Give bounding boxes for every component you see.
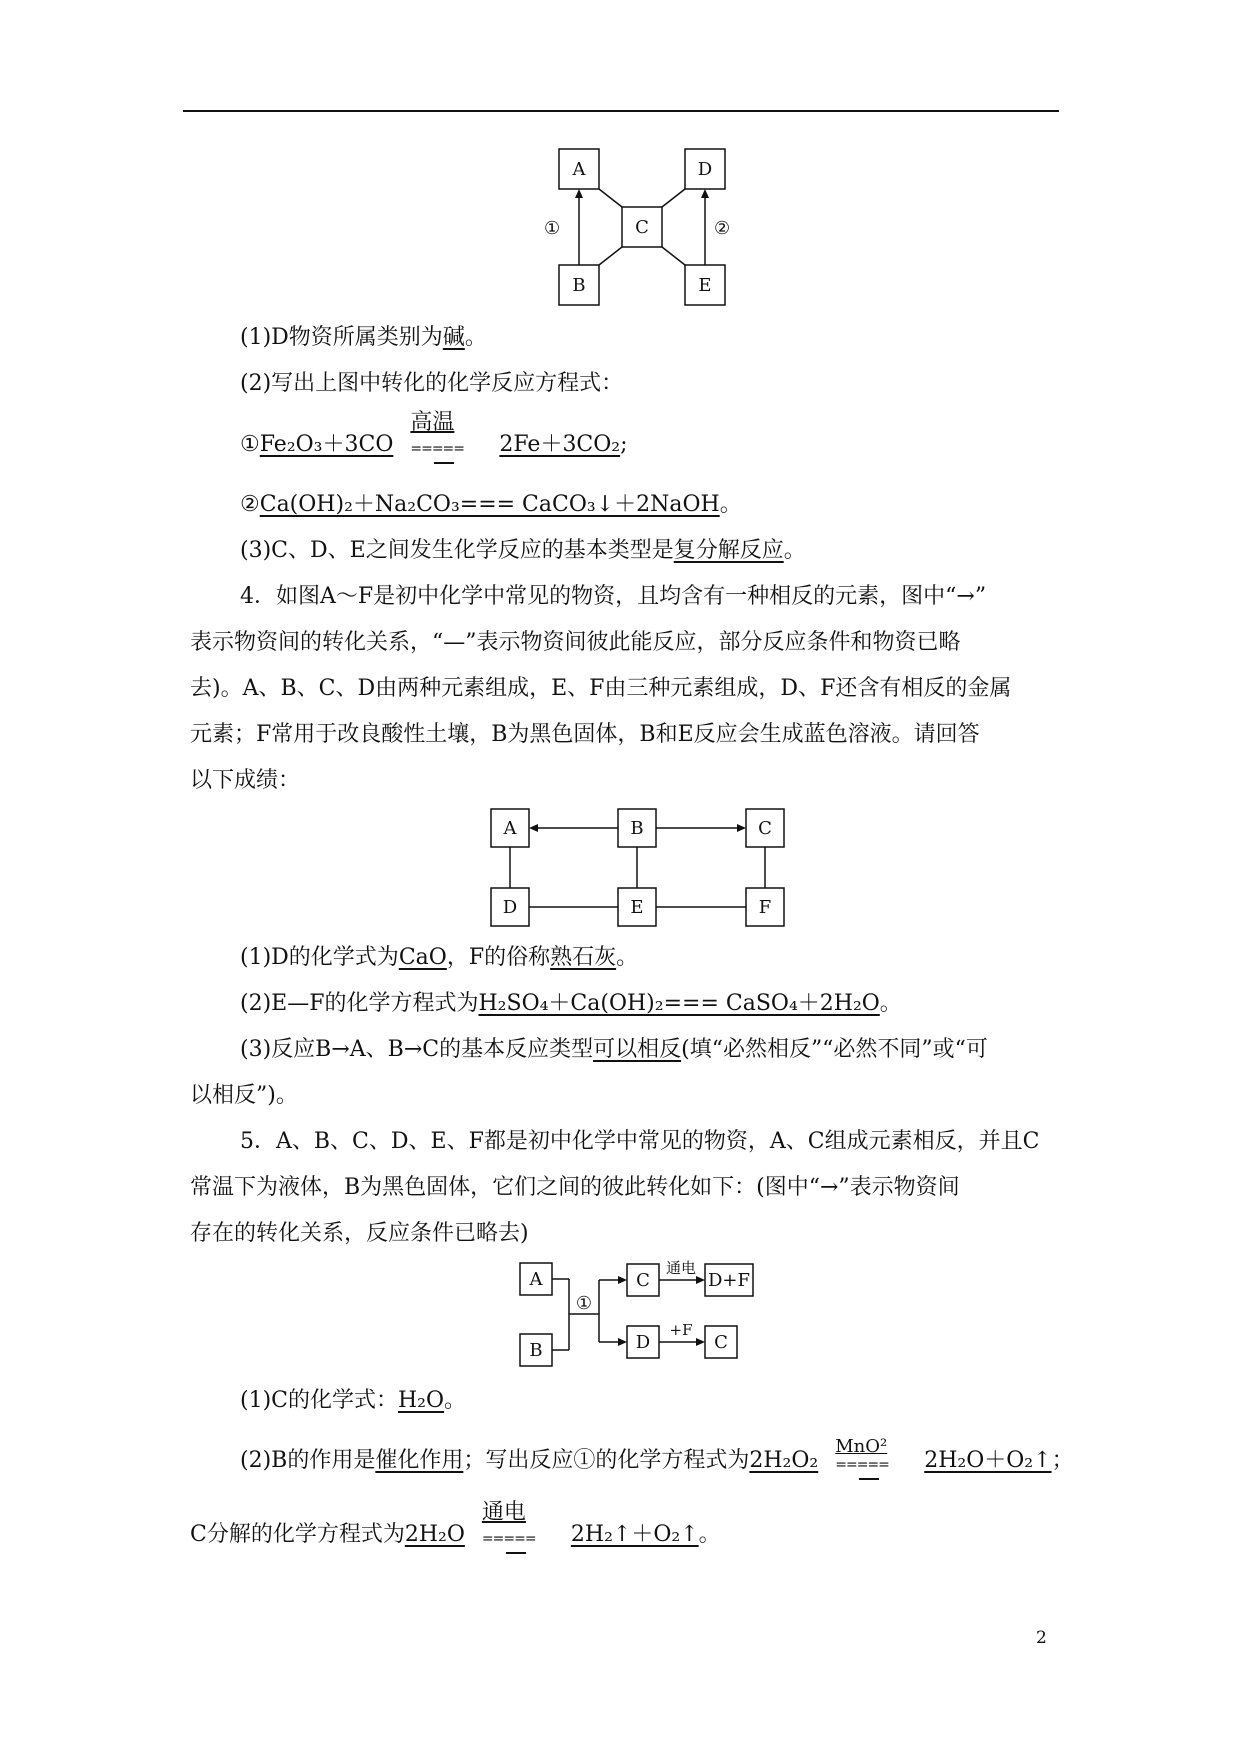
fig1-arrow-label-2: ② (714, 218, 731, 239)
q4-stem-line-3: 去)。A、B、C、D由两种元素组成，E、F由三种元素组成，D、F还含有相反的金属 (190, 676, 1012, 701)
fig3-box-a (520, 1263, 552, 1295)
q4-stem-line-1: 4．如图A～F是初中化学中常见的物资，且均含有一种相反的元素，图中“→” (240, 584, 987, 609)
fig2-box-d (491, 888, 529, 926)
fig1-box-b (559, 265, 599, 305)
q4-answer-1: (1)D的化学式为CaO，F的俗称熟石灰。 (240, 945, 639, 970)
fig2-box-f (746, 888, 784, 926)
svg-text:C: C (714, 1332, 728, 1353)
svg-text:C: C (635, 217, 649, 238)
fig2-box-b (618, 809, 656, 847)
fig3-box-d (627, 1326, 659, 1358)
q5-stem-line-3: 存在的转化关系，反应条件已略去) (190, 1221, 529, 1246)
q3-equation-1: ①Fe₂O₃＋3CO 高温 ===== 2Fe＋3CO₂; (240, 430, 628, 460)
svg-text:D: D (635, 1332, 651, 1353)
q3-equation-2: ②Ca(OH)₂＋Na₂CO₃=== CaCO₃↓＋2NaOH。 (240, 492, 742, 517)
figure-2-diagram (490, 808, 790, 928)
q4-answer-3-continued: 以相反”)。 (190, 1083, 298, 1108)
svg-text:B: B (529, 1340, 543, 1361)
q5-stem-line-2: 常温下为液体，B为黑色固体，它们之间的彼此转化如下：(图中“→”表示物资间 (190, 1175, 960, 1200)
q4-stem-line-2: 表示物资间的转化关系，“—”表示物资间彼此能反应，部分反应条件和物资已略 (190, 630, 961, 655)
q4-stem-line-5: 以下成绩： (190, 768, 301, 793)
fig1-box-e (685, 265, 725, 305)
fig1-box-d (685, 149, 725, 189)
svg-text:C: C (636, 1270, 650, 1291)
fig3-box-b (520, 1334, 552, 1366)
fig2-box-a (491, 809, 529, 847)
svg-text:A: A (529, 1269, 543, 1290)
svg-text:B: B (630, 818, 644, 839)
q3-answer-1: (1)D物资所属类别为碱。 (240, 325, 487, 350)
q4-stem-line-4: 元素；F常用于改良酸性土壤，B为黑色固体，B和E反应会生成蓝色溶液。请回答 (190, 722, 980, 747)
q5-answer-1: (1)C的化学式：H₂O。 (240, 1388, 467, 1413)
fig3-electrolysis-label: 通电 (665, 1259, 697, 1277)
q4-answer-3: (3)反应B→A、B→C的基本反应类型可以相反(填“必然相反”“必然不同”或“可 (240, 1037, 988, 1062)
fig3-box-c (627, 1264, 659, 1296)
svg-text:D: D (502, 897, 518, 918)
q5-stem-line-1: 5．A、B、C、D、E、F都是初中化学中常见的物资，A、C组成元素相反，并且C (240, 1129, 1040, 1154)
fig2-box-e (618, 888, 656, 926)
q5-answer-2: (2)B的作用是催化作用；写出反应①的化学方程式为2H₂O₂ MnO² ===== 2H₂O＋O₂↑； (240, 1446, 1074, 1476)
svg-text:C: C (758, 818, 772, 839)
svg-text:D+F: D+F (707, 1270, 751, 1291)
q5-answer-3: C分解的化学方程式为2H₂O 通电 ===== 2H₂↑＋O₂↑。 (190, 1520, 721, 1550)
svg-text:F: F (758, 897, 772, 918)
figure-1-diagram (543, 148, 731, 308)
fig3-box-df (705, 1264, 753, 1296)
fig3-box-c2 (705, 1326, 737, 1358)
q3-prompt-2: (2)写出上图中转化的化学反应方程式： (240, 371, 624, 396)
svg-text:A: A (503, 818, 517, 839)
fig2-box-c (746, 809, 784, 847)
q4-answer-2: (2)E—F的化学方程式为H₂SO₄＋Ca(OH)₂=== CaSO₄＋2H₂O。 (240, 991, 902, 1016)
fig3-plus-f-label: +F (669, 1321, 693, 1339)
fig1-box-c (622, 207, 662, 247)
figure-3-diagram (519, 1259, 769, 1372)
q3-answer-3: (3)C、D、E之间发生化学反应的基本类型是复分解反应。 (240, 538, 806, 563)
svg-text:D: D (697, 159, 713, 180)
fig1-box-a (559, 149, 599, 189)
svg-text:B: B (572, 275, 586, 296)
svg-text:A: A (572, 159, 586, 180)
svg-text:E: E (698, 275, 712, 296)
header-rule (183, 110, 1059, 112)
fig1-arrow-label-1: ① (543, 218, 561, 239)
svg-text:E: E (630, 897, 644, 918)
page-number: 2 (1036, 1628, 1047, 1648)
fig3-reaction-label: ① (575, 1293, 593, 1314)
